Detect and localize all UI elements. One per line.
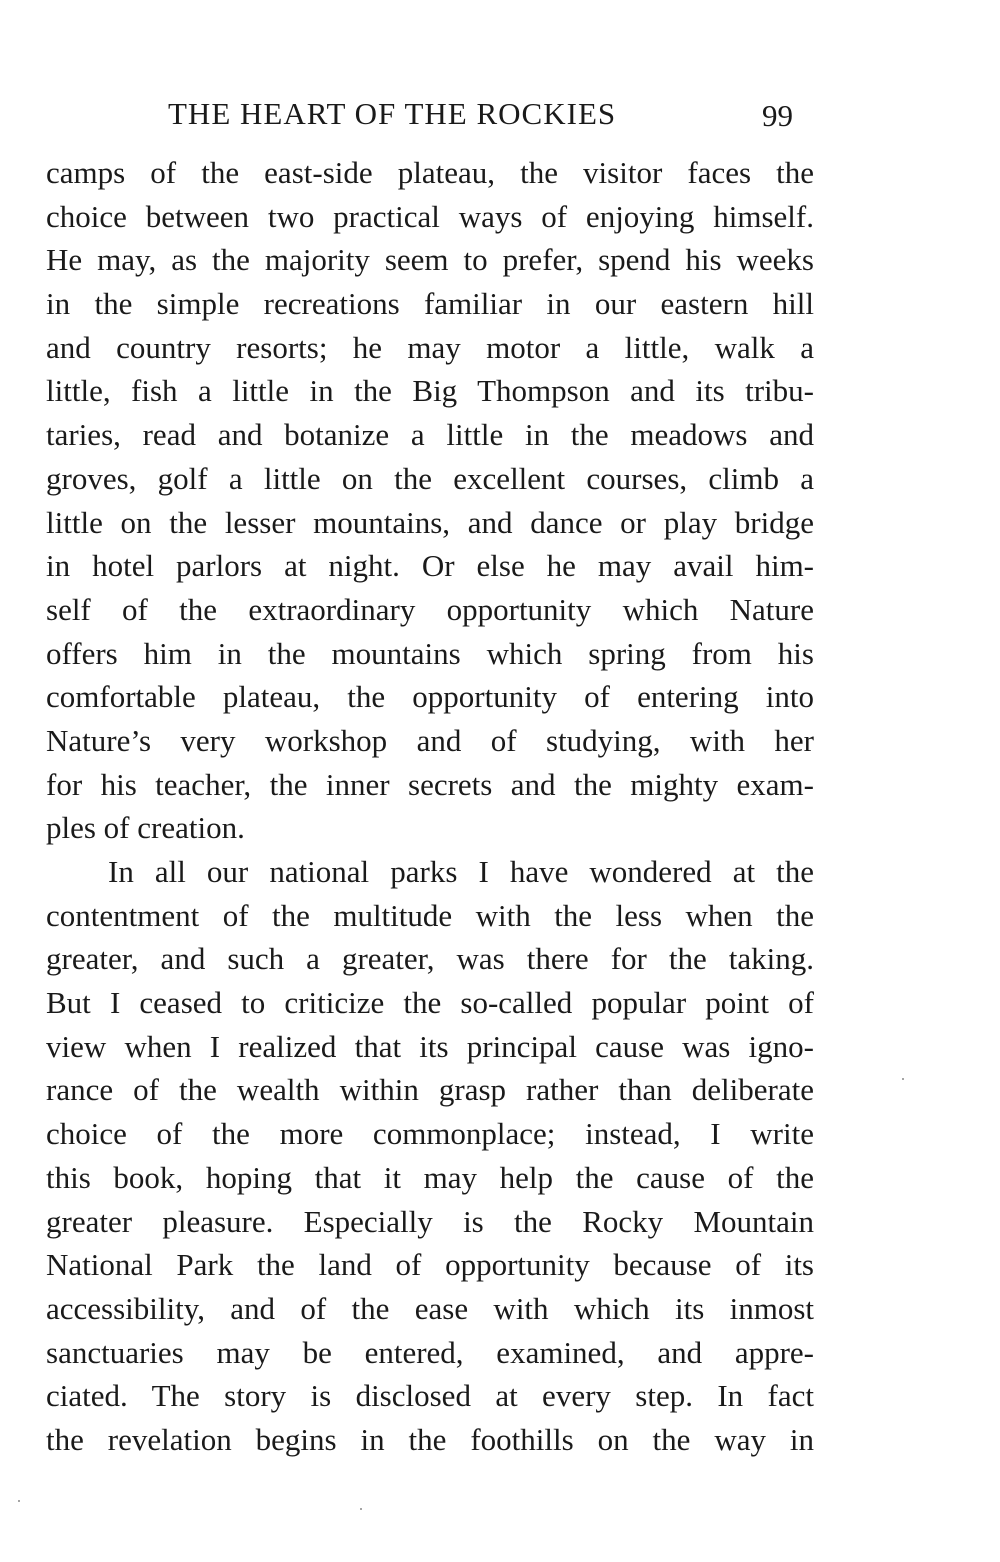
body-text xyxy=(46,151,814,1462)
text-line: the revelation begins in the foothills on the way in xyxy=(46,1421,814,1457)
text-line: and country resorts; he may motor a little, walk a xyxy=(46,329,814,365)
text-line: comfortable plateau, the opportunity of entering into xyxy=(46,679,814,715)
text-line: sanctuaries may be entered, examined, and appre- xyxy=(46,1334,814,1370)
text-line: choice between two practical ways of enjoying himself. xyxy=(46,198,814,234)
text-line: ciated. The story is disclosed at every step. In fact xyxy=(46,1378,814,1414)
text-line: little, fish a little in the Big Thompson and its tribu- xyxy=(46,373,814,409)
text-line: In all our national parks I have wondered at the xyxy=(108,854,814,889)
running-title: THE HEART OF THE ROCKIES xyxy=(168,96,617,131)
text-line: ples of creation. xyxy=(46,810,245,846)
text-line: in the simple recreations familiar in our eastern hill xyxy=(46,286,814,322)
text-line: He may, as the majority seem to prefer, spend his weeks xyxy=(46,242,814,278)
text-line: greater, and such a greater, was there for the taking. xyxy=(46,941,814,977)
text-line: this book, hoping that it may help the cause of the xyxy=(46,1159,814,1195)
paragraph-2 xyxy=(46,850,814,1462)
text-line: in hotel parlors at night. Or else he may avail him- xyxy=(46,548,814,584)
text-line: for his teacher, the inner secrets and the mighty exam- xyxy=(46,766,814,802)
text-line: self of the extraordinary opportunity which Nature xyxy=(46,591,814,627)
text-line: greater pleasure. Especially is the Rocky Mountain xyxy=(46,1203,814,1239)
running-head xyxy=(0,92,1000,136)
text-line: Nature’s very workshop and of studying, with her xyxy=(46,722,814,758)
text-line: camps of the east-side plateau, the visitor faces the xyxy=(46,155,814,190)
text-line: offers him in the mountains which spring from his xyxy=(46,635,814,671)
text-line: choice of the more commonplace; instead, I write xyxy=(46,1116,814,1152)
scan-speck xyxy=(902,1078,904,1080)
text-line: groves, golf a little on the excellent courses, climb a xyxy=(46,460,814,496)
text-line: But I ceased to criticize the so-called popular point of xyxy=(46,985,814,1021)
text-line: rance of the wealth within grasp rather than deliberate xyxy=(46,1072,814,1108)
paragraph-1 xyxy=(46,151,814,850)
text-line: accessibility, and of the ease with which its inmost xyxy=(46,1290,814,1326)
page-number: 99 xyxy=(762,98,793,133)
text-line: taries, read and botanize a little in the meadows and xyxy=(46,417,814,453)
text-line: view when I realized that its principal cause was igno- xyxy=(46,1028,814,1064)
scan-speck xyxy=(18,1500,20,1502)
scan-speck xyxy=(360,1508,362,1510)
text-line: contentment of the multitude with the less when the xyxy=(46,897,814,933)
text-line: National Park the land of opportunity because of its xyxy=(46,1247,814,1283)
text-line: little on the lesser mountains, and dance or play bridge xyxy=(46,504,814,540)
